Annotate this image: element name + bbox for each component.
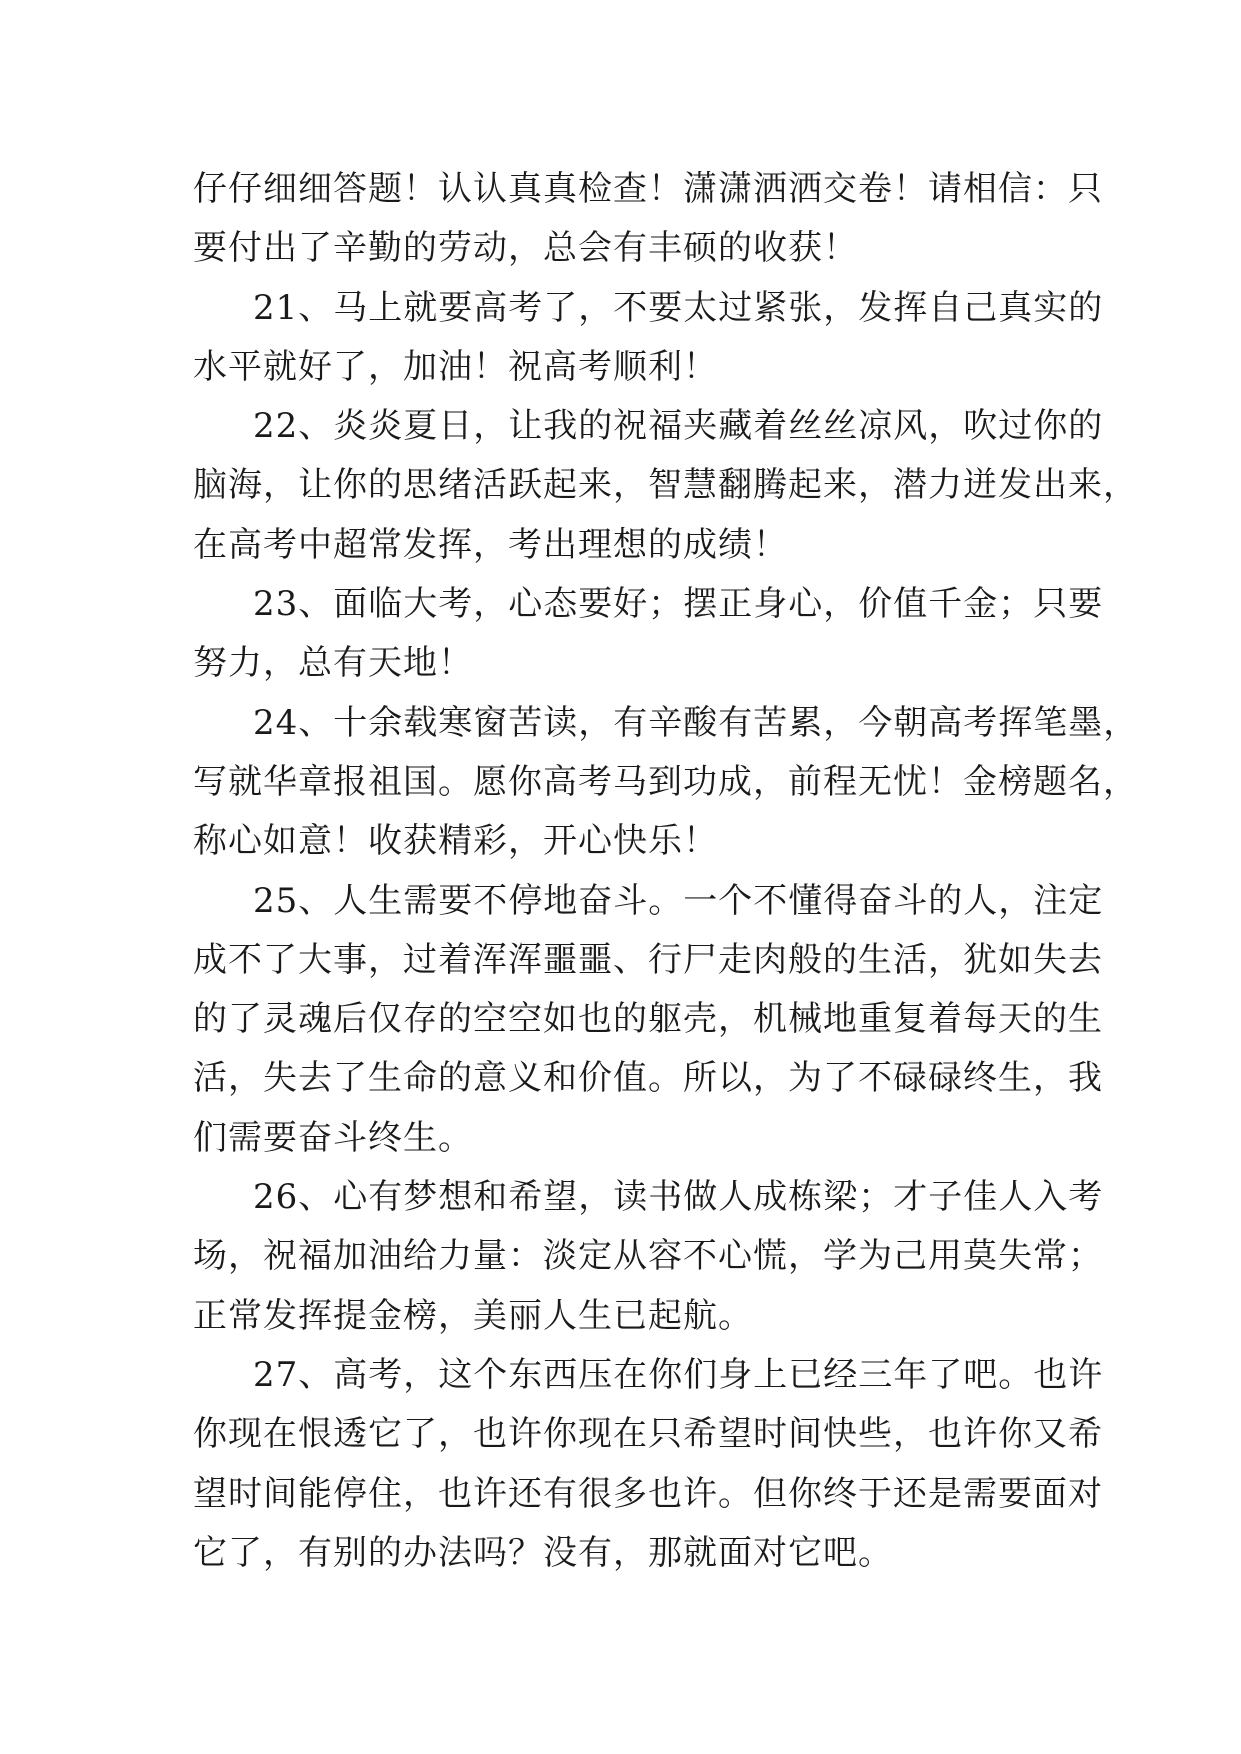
text-line: 它了，有别的办法吗？没有，那就面对它吧。 [193, 1532, 893, 1573]
paragraph-22-start: 22、炎炎夏日，让我的祝福夹藏着丝丝凉风，吹过你的 [253, 406, 1104, 447]
text-line: 仔仔细细答题！认认真真检查！潇潇洒洒交卷！请相信：只 [193, 169, 1103, 209]
text-line: 要付出了辛勤的劳动，总会有丰硕的收获！ [193, 228, 858, 269]
paragraph-21-start: 21、马上就要高考了，不要太过紧张，发挥自己真实的 [253, 287, 1104, 328]
text-line: 写就华章报祖国。愿你高考马到功成，前程无忧！金榜题名， [193, 761, 1138, 802]
text-line: 场，祝福加油给力量：淡定从容不心慌，学为己用莫失常； [193, 1236, 1103, 1277]
text-line: 你现在恨透它了，也许你现在只希望时间快些，也许你又希 [193, 1414, 1103, 1455]
document-body [193, 160, 1139, 1583]
text-line: 正常发挥提金榜，美丽人生已起航。 [193, 1295, 753, 1336]
text-line: 脑海，让你的思绪活跃起来，智慧翻腾起来，潜力迸发出来， [193, 465, 1138, 506]
paragraph-23-start: 23、面临大考，心态要好；摆正身心，价值千金；只要 [253, 584, 1104, 625]
paragraph-25-start: 25、人生需要不停地奋斗。一个不懂得奋斗的人，注定 [253, 880, 1104, 921]
paragraph-27-start: 27、高考，这个东西压在你们身上已经三年了吧。也许 [253, 1354, 1104, 1395]
text-line: 在高考中超常发挥，考出理想的成绩！ [193, 524, 788, 565]
text-line: 活，失去了生命的意义和价值。所以，为了不碌碌终生，我 [193, 1058, 1103, 1099]
text-line: 称心如意！收获精彩，开心快乐！ [193, 821, 718, 862]
text-line: 努力，总有天地！ [193, 643, 473, 684]
text-line: 水平就好了，加油！祝高考顺利！ [193, 346, 718, 387]
paragraph-26-start: 26、心有梦想和希望，读书做人成栋梁；才子佳人入考 [253, 1177, 1104, 1218]
text-line: 成不了大事，过着浑浑噩噩、行尸走肉般的生活，犹如失去 [193, 939, 1103, 980]
text-line: 们需要奋斗终生。 [193, 1117, 473, 1158]
paragraph-24-start: 24、十余载寒窗苦读，有辛酸有苦累，今朝高考挥笔墨， [253, 702, 1139, 743]
text-line: 的了灵魂后仅存的空空如也的躯壳，机械地重复着每天的生 [193, 999, 1103, 1040]
text-line: 望时间能停住，也许还有很多也许。但你终于还是需要面对 [193, 1473, 1103, 1514]
